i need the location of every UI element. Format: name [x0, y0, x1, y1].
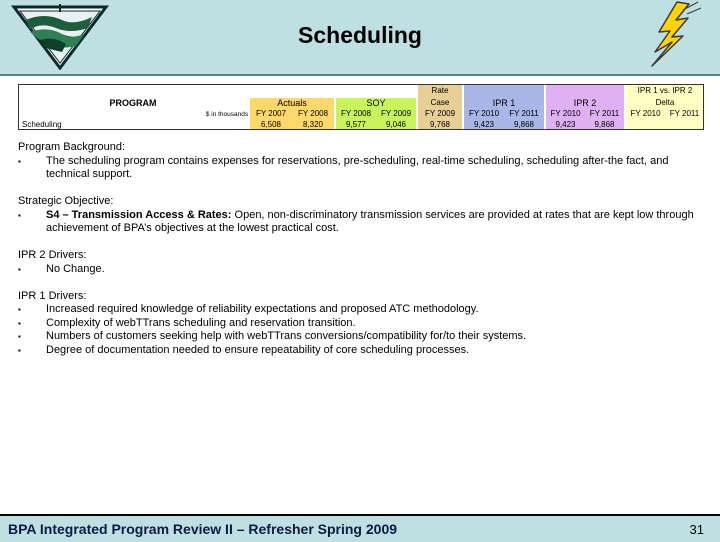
bullet-icon: ▪ — [18, 318, 21, 328]
row-label: Scheduling — [22, 120, 62, 129]
bullet-text: No Change. — [46, 262, 105, 275]
bullet-text — [46, 209, 708, 236]
list-item — [18, 263, 708, 277]
objective-text: Open, non-discriminatory transmission services are provided at rates that are kept low through achievement of BPA’s objectives at the lowest practical cost. — [46, 208, 694, 234]
ipr1-drivers-section — [18, 290, 708, 358]
section-heading: IPR 2 Drivers: — [18, 249, 87, 261]
bullet-text: Numbers of customers seeking help with webTTrans conversions/compatibility for/to their systems. — [46, 330, 527, 342]
list-item — [18, 330, 708, 344]
program-background-section — [18, 141, 708, 182]
strategic-objective-section — [18, 195, 708, 236]
list-item — [18, 303, 708, 317]
ipr2-header: IPR 2 — [573, 98, 597, 108]
footer-title: BPA Integrated Program Review II – Refresher Spring 2009 — [8, 521, 398, 537]
year-ipr2-2011: FY 2011 — [589, 109, 620, 118]
year-ipr1-2011: FY 2011 — [509, 109, 539, 118]
rate-case-header-line2: Case — [430, 98, 450, 107]
value-ipr2-2011: 9,868 — [594, 120, 615, 129]
bullet-icon: ▪ — [18, 305, 21, 314]
bullet-icon: ▪ — [18, 345, 21, 355]
value-actuals-2007: 6,508 — [260, 120, 282, 129]
value-rate-case-2009: 9,768 — [429, 120, 451, 129]
ipr1-header: IPR 1 — [492, 98, 516, 108]
delta-header-line2: Delta — [655, 98, 675, 107]
bullet-text: Increased required knowledge of reliability expectations and proposed ATC methodology. — [46, 303, 479, 315]
units-label: $ in thousands — [205, 111, 249, 118]
section-heading: Strategic Objective: — [18, 195, 114, 207]
slide-title: Scheduling — [298, 22, 422, 48]
bullet-icon: ▪ — [18, 264, 21, 274]
ipr2-drivers-section — [18, 249, 708, 276]
year-ipr2-2010: FY 2010 — [550, 109, 581, 118]
delta-header-line1: IPR 1 vs. IPR 2 — [637, 86, 693, 95]
year-soy-2008: FY 2008 — [340, 109, 372, 118]
value-ipr1-2011: 9,868 — [513, 120, 535, 129]
value-ipr2-2010: 9,423 — [555, 120, 576, 129]
year-actuals-2007: FY 2007 — [255, 109, 287, 118]
actuals-header: Actuals — [277, 98, 307, 108]
budget-table — [18, 84, 704, 130]
slide-footer — [0, 514, 720, 542]
value-soy-2008: 9,577 — [345, 120, 367, 129]
year-actuals-2008: FY 2008 — [297, 109, 329, 118]
bullet-text: The scheduling program contains expenses for reservations, pre-scheduling, real-time scheduling, scheduling after-the fact, and technical support. — [46, 154, 669, 180]
year-delta-2010: FY 2010 — [630, 109, 661, 118]
list-item — [18, 317, 708, 331]
value-actuals-2008: 8,320 — [302, 120, 324, 129]
section-heading: Program Background: — [18, 141, 125, 153]
year-ipr1-2010: FY 2010 — [468, 109, 500, 118]
list-item — [18, 155, 708, 182]
soy-header: SOY — [366, 98, 386, 108]
slide-body — [18, 141, 708, 357]
year-delta-2011: FY 2011 — [669, 109, 700, 118]
list-item — [18, 344, 708, 358]
bullet-icon: ▪ — [18, 210, 21, 220]
year-rate-case-2009: FY 2009 — [424, 109, 456, 118]
list-item — [18, 209, 708, 236]
lightning-bolt-icon — [643, 0, 705, 70]
rate-case-header-line1: Rate — [431, 86, 449, 95]
year-soy-2009: FY 2009 — [380, 109, 412, 118]
slide-header — [0, 0, 720, 76]
bullet-text: Degree of documentation needed to ensure repeatability of core scheduling processes. — [46, 343, 470, 356]
bullet-text: Complexity of webTTrans scheduling and reservation transition. — [46, 316, 356, 329]
value-soy-2009: 9,046 — [385, 120, 407, 129]
bullet-icon: ▪ — [18, 332, 21, 341]
bullet-icon: ▪ — [18, 156, 21, 166]
page-number: 31 — [689, 522, 704, 537]
section-heading: IPR 1 Drivers: — [18, 289, 87, 302]
program-header: PROGRAM — [109, 98, 157, 108]
value-ipr1-2010: 9,423 — [473, 120, 495, 129]
objective-label: S4 – Transmission Access & Rates: — [46, 208, 232, 221]
